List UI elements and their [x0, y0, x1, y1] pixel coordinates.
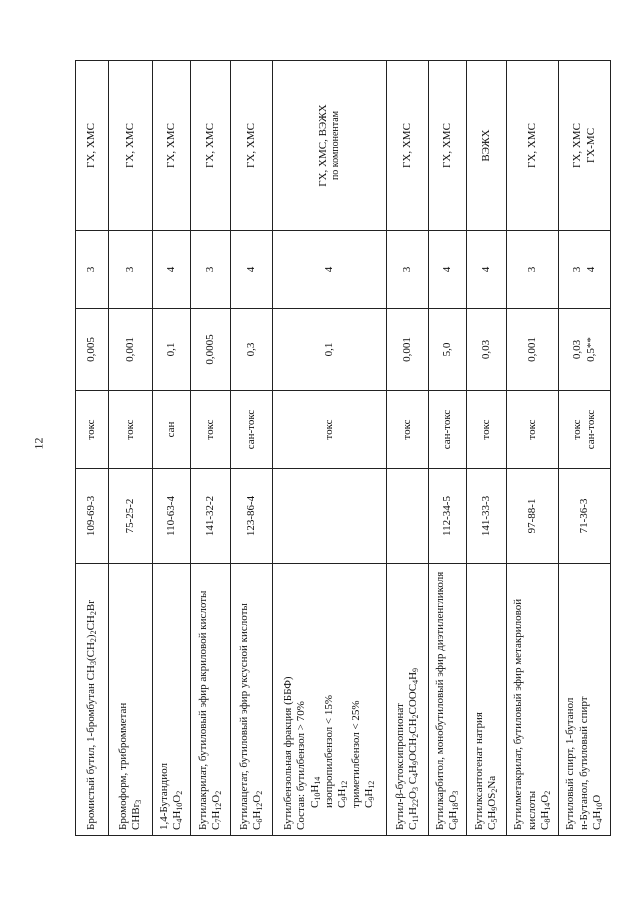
cas-number: 110-63-4 [153, 469, 191, 564]
hazard-class-1: токс [571, 419, 584, 440]
limit-value-2: 0,5** [584, 337, 597, 362]
hazard-class: токс [109, 391, 153, 469]
substance-formula: $C_6H_{12}O_2$ [251, 790, 265, 830]
hazard-level: 4 [467, 231, 507, 309]
limit-value: 0,1 [153, 309, 191, 391]
hazard-class: сан-токс [231, 391, 273, 469]
substance-title: Бутилксантогенат натрия [472, 712, 485, 830]
substance-name [467, 564, 507, 836]
substance-name [109, 564, 153, 836]
hazard-class: токс [507, 391, 559, 469]
table-row [231, 61, 273, 836]
substance-formula: $C_4H_{10}O$ [591, 794, 605, 830]
table-row [507, 61, 559, 836]
table-row [387, 61, 429, 836]
analysis-method: ГХ, ХМС [109, 61, 153, 231]
substance-formula: $C_4H_{10}O_2$ [171, 790, 185, 830]
substance-name [429, 564, 467, 836]
hazard-level: 3 [507, 231, 559, 309]
cas-number: 141-32-2 [191, 469, 231, 564]
hazard-level: 4 [429, 231, 467, 309]
analysis-method [273, 61, 387, 231]
substance-name [191, 564, 231, 836]
limit-value [559, 309, 611, 391]
substance-formula: $C_5H_9OS_2Na$ [486, 775, 500, 830]
substance-table [75, 60, 611, 836]
rotated-table-wrapper [75, 61, 605, 836]
table-row [76, 61, 109, 836]
limit-value: 0,0005 [191, 309, 231, 391]
analysis-method: ГХ, ХМС [231, 61, 273, 231]
hazard-class: токс [191, 391, 231, 469]
substance-title: Бутилакрилат, бутиловый эфир акриловой кислоты [196, 590, 209, 830]
analysis-method: ГХ, ХМС [507, 61, 559, 231]
substance-title: Бутиловый спирт, 1-бутанол [564, 697, 577, 830]
substance-title: Бутилкарбитол, монобутиловый эфир диэтиленгликоля [433, 571, 446, 830]
hazard-level: 3 [387, 231, 429, 309]
table-row [109, 61, 153, 836]
substance-formula: $C_7H_{12}O_2$ [210, 790, 224, 830]
table-row [273, 61, 387, 836]
substance-title-alt: н-Бутанол, бутиловый спирт [577, 696, 590, 830]
substance-title-cont: кислоты [525, 790, 538, 830]
substance-name [387, 564, 429, 836]
analysis-method [559, 61, 611, 231]
hazard-level: 3 [191, 231, 231, 309]
hazard-class: токс [273, 391, 387, 469]
cas-number: 123-86-4 [231, 469, 273, 564]
table-row [559, 61, 611, 836]
limit-value: 0,3 [231, 309, 273, 391]
substance-formula: $C_{11}H_{22}O_3$ $C_4H_9OCH_2CH_2COOC_4H_9$ [407, 667, 421, 830]
substance-title: 1,4-Бутандиол [157, 763, 170, 830]
hazard-level: 3 [76, 231, 109, 309]
cas-number: 97-88-1 [507, 469, 559, 564]
hazard-class: сан [153, 391, 191, 469]
hazard-level: 4 [153, 231, 191, 309]
cas-number: 71-36-3 [559, 469, 611, 564]
hazard-class: токс [387, 391, 429, 469]
analysis-method-1: ГХ, ХМС [571, 123, 584, 168]
substance-name [153, 564, 191, 836]
method-main: ГХ, ХМС, ВЭЖХ [316, 104, 329, 187]
substance-name: Бромистый бутил, 1-бромбутан $CH_3(CH_2)_2CH_2Br$ [76, 564, 109, 836]
limit-value: 0,03 [467, 309, 507, 391]
composition-line: триметилбензол < 25% [349, 700, 362, 808]
hazard-level: 4 [231, 231, 273, 309]
limit-value: 0,001 [387, 309, 429, 391]
substance-title: Бутилметакрилат, бутиловый эфир метакриловой [512, 598, 525, 830]
hazard-level [559, 231, 611, 309]
composition-line: Состав: бутилбензол > 70% [295, 701, 308, 830]
hazard-level-2: 4 [584, 266, 597, 273]
analysis-method: ГХ, ХМС [76, 61, 109, 231]
substance-name [273, 564, 387, 836]
substance-name [559, 564, 611, 836]
analysis-method-2: ГХ-МС [584, 127, 597, 164]
limit-value: 0,001 [507, 309, 559, 391]
hazard-class [559, 391, 611, 469]
substance-formula: $C_{10}H_{14}$ [308, 776, 322, 808]
limit-value: 0,1 [273, 309, 387, 391]
substance-title: Бутилацетат, бутиловый эфир уксусной кислоты [237, 603, 250, 830]
substance-formula: $C_9H_{12}$ [336, 780, 350, 808]
cas-number [273, 469, 387, 564]
table-row [429, 61, 467, 836]
hazard-class: токс [76, 391, 109, 469]
cas-number [387, 469, 429, 564]
substance-name [231, 564, 273, 836]
limit-value-1: 0,03 [571, 339, 584, 360]
hazard-level: 4 [273, 231, 387, 309]
hazard-class: токс [467, 391, 507, 469]
table-row [191, 61, 231, 836]
page-number: 12 [31, 437, 46, 450]
table-row [153, 61, 191, 836]
cas-number: 75-25-2 [109, 469, 153, 564]
composition-line: изопропилбензол < 15% [322, 694, 335, 808]
hazard-level: 3 [109, 231, 153, 309]
limit-value: 0,001 [109, 309, 153, 391]
hazard-class-2: сан-токс [584, 409, 597, 450]
analysis-method: ГХ, ХМС [191, 61, 231, 231]
cas-number: 109-69-3 [76, 469, 109, 564]
substance-title: Бутилбензольная фракция (ББФ) [282, 676, 295, 830]
hazard-class: сан-токс [429, 391, 467, 469]
substance-title: Бромоформ, трибромметан [116, 702, 129, 830]
substance-formula: CHBr$_3$ [130, 799, 144, 830]
table-row [467, 61, 507, 836]
method-note: по компонентам [330, 110, 342, 181]
analysis-method: ВЭЖХ [467, 61, 507, 231]
analysis-method: ГХ, ХМС [153, 61, 191, 231]
limit-value: 0,005 [76, 309, 109, 391]
analysis-method: ГХ, ХМС [387, 61, 429, 231]
limit-value: 5,0 [429, 309, 467, 391]
hazard-level-1: 3 [571, 266, 584, 273]
cas-number: 112-34-5 [429, 469, 467, 564]
substance-title: Бутил-β-бутоксипропионат [393, 703, 406, 830]
analysis-method: ГХ, ХМС [429, 61, 467, 231]
substance-formula: $C_8H_{14}O_2$ [539, 790, 553, 830]
substance-name [507, 564, 559, 836]
substance-formula: $C_9H_{12}$ [363, 780, 377, 808]
substance-formula: $C_8H_{18}O_3$ [447, 790, 461, 830]
cas-number: 141-33-3 [467, 469, 507, 564]
